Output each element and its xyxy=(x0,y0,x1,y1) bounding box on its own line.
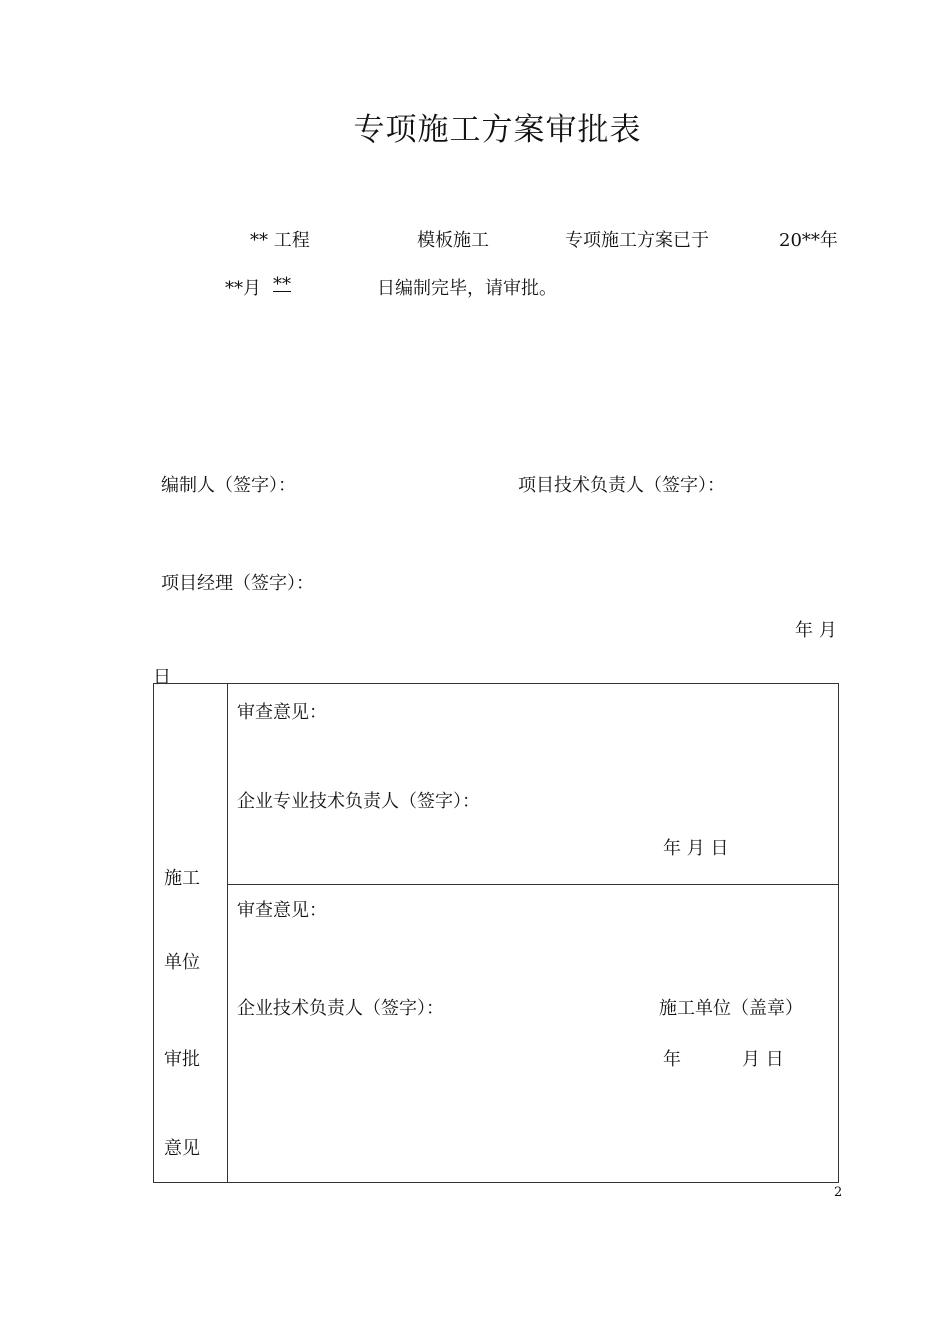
left-label-2: 单位 xyxy=(164,952,200,973)
section2-signer-label: 企业技术负责人（签字）： xyxy=(237,998,444,1019)
compiler-signature-label: 编制人（签字）： xyxy=(161,475,296,496)
section1-signer-label: 企业专业技术负责人（签字）： xyxy=(237,791,480,812)
date-day: 日 xyxy=(153,667,171,688)
tech-lead-signature-label: 项目技术负责人（签字）： xyxy=(518,475,725,496)
row-divider xyxy=(228,884,838,885)
project-manager-signature-label: 项目经理（签字）： xyxy=(161,573,314,594)
section1-date: 年 月 日 xyxy=(663,838,729,859)
document-title: 专项施工方案审批表 xyxy=(353,112,642,148)
intro-completion: 日编制完毕，请审批。 xyxy=(377,278,557,299)
section1-review-label: 审查意见： xyxy=(237,702,327,723)
intro-day: ** xyxy=(273,274,291,295)
intro-month: **月 xyxy=(225,278,261,299)
intro-year: 20**年 xyxy=(779,230,838,251)
approval-table xyxy=(153,683,839,1183)
section2-stamp-label: 施工单位（盖章） xyxy=(659,998,803,1019)
intro-plan-text: 专项施工方案已于 xyxy=(565,230,709,251)
section2-review-label: 审查意见： xyxy=(237,900,327,921)
section2-month-day: 月 日 xyxy=(742,1049,784,1070)
left-label-3: 审批 xyxy=(164,1049,200,1070)
intro-method: 模板施工 xyxy=(417,230,489,251)
left-label-1: 施工 xyxy=(164,868,200,889)
intro-project: ** 工程 xyxy=(250,230,310,251)
left-label-column xyxy=(154,684,228,1182)
date-year-month: 年 月 xyxy=(795,620,837,641)
left-label-4: 意见 xyxy=(164,1138,200,1159)
page-number: 2 xyxy=(834,1185,843,1200)
section2-year: 年 xyxy=(663,1049,681,1070)
